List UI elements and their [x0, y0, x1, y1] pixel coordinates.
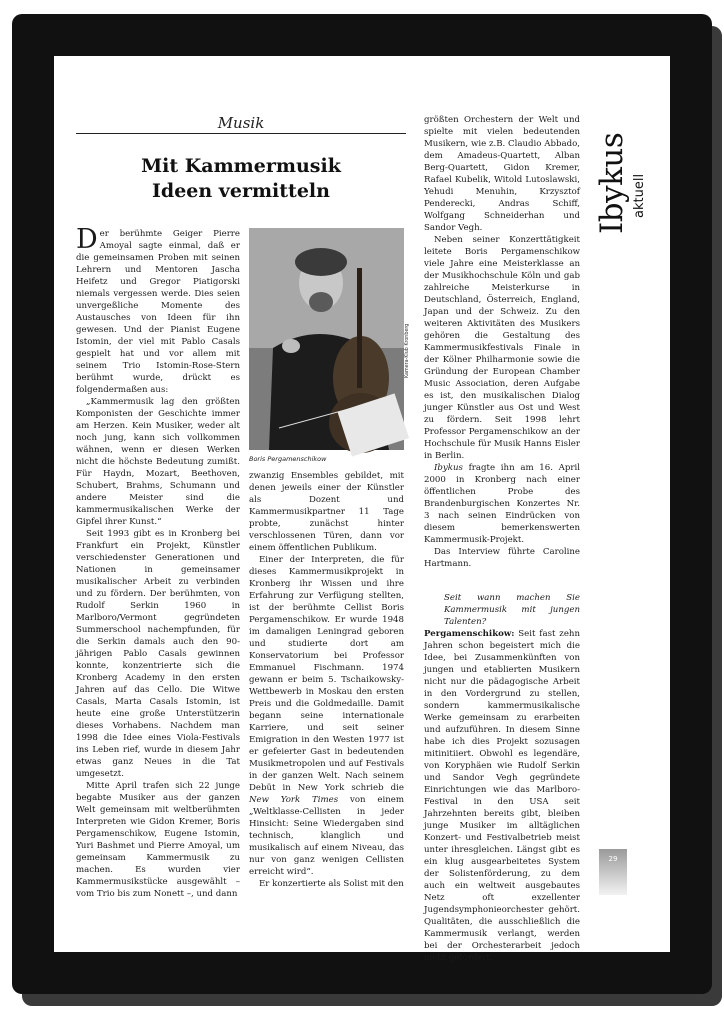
cellist-illustration	[249, 228, 404, 450]
drop-cap: D	[76, 224, 98, 255]
masthead-subtitle: aktuell	[632, 173, 647, 218]
magazine-name: Ibykus	[434, 463, 463, 473]
paragraph-text: Einer der Interpreten, die für dieses Kammermusikprojekt in Kronberg ihr Wissen und ihre Erfahrung zur Verfügung stellten, ist der berühmte Cellist Boris Pergamenschikow. Er wurde 1948 im damaligen Leningrad geboren und studierte dort am Konservatorium bei Professor Emmanuel Fischmann. 1974 gewann er beim 5. Tschaikowsky-Wettbewerb in Moskau den ersten Preis und die Goldmedaille. Damit begann seine internationale Karriere, und seit seiner Emigration in den Westen 1977 ist er gefeierter Gast in bedeutenden Musikmetropolen und auf Festivals in der ganzen Welt. Nach seinem Debüt in New York schrieb die	[249, 555, 404, 793]
masthead	[594, 114, 658, 234]
paragraph: zwanzig Ensembles gebildet, mit denen jeweils einer der Künstler als Dozent und Kammermusikpartner 11 Tage probte, zunächst hinter verschlossenen Türen, dann vor einem öffentlichen Publikum.	[249, 471, 404, 553]
paragraph-text: fragte ihn am 16. April 2000 in Kronberg nach einer öffentlichen Probe des Brandenburgischen Konzertes Nr. 3 nach seinen Eindrücken von diesem bemerkenswerten Kammermusik-Projekt.	[424, 463, 580, 545]
magazine-page	[54, 56, 670, 963]
column-2	[249, 470, 404, 890]
portrait-photo	[249, 228, 404, 450]
paragraph: Seit 1993 gibt es in Kronberg bei Frankfurt ein Projekt, Künstler verschiedenster Generationen und Nationen in gemeinsamer musikalischer Arbeit zu verbinden und zu fördern. Der berühmten, von Rudolf Serkin 1960 in Marlboro/Vermont gegründeten Summerschool nachempfunden, für die Serkin damals auch den 90-jährigen Pablo Casals gewinnen konnte, konzentrierte sich die Kronberg Academy in den ersten Jahren auf das Cello. Die Witwe Casals, Marta Casals Istomin, ist heute eine große Unterstützerin dieses Vorhabens. Nachdem man 1998 die Idee eines Viola-Festivals ins Leben rief, wurde in diesem Jahr etwas ganz Neues in die Tat umgesetzt.	[76, 529, 240, 779]
interview-question: Seit wann machen Sie Kammermusik mit jungen Talenten?	[444, 593, 580, 627]
article-title	[76, 154, 406, 204]
photo-caption: Boris Pergamenschikow	[249, 455, 327, 463]
newspaper-name: New York Times	[249, 795, 339, 805]
spacer	[424, 570, 580, 592]
section-rule	[76, 133, 406, 134]
paragraph-text: er berühmte Geiger Pierre Amoyal sagte einmal, daß er die gemeinsamen Proben mit seinen Lehrern und Mentoren Jascha Heifetz und Gregor Piatigorski niemals vergessen werde. Dies seien unvergeßliche Momente des Austausches von Ideen für ihn gewesen. Und der Pianist Eugene Istomin, der viel mit Pablo Casals gespielt hat und vor allem mit seinem Trio Istomin-Rose-Stern berühmt wurde, drückt es folgendermaßen aus:	[76, 229, 240, 395]
column-1	[76, 224, 240, 900]
paragraph	[249, 554, 404, 878]
speaker-label: Pergamenschikow:	[424, 629, 515, 639]
interview-answer	[424, 628, 580, 964]
paragraph: Mitte April trafen sich 22 junge begabte Musiker aus der ganzen Welt gemeinsam mit weltberühmten Interpreten wie Gidon Kremer, Boris Pergamenschikow, Eugene Istomin, Yuri Bashmet und Pierre Amoyal, um gemeinsam Kammermusik zu machen. Es wurden vier Kammermusikstücke ausgewählt – vom Trio bis zum Nonett –, und dann	[76, 781, 240, 899]
title-line-1: Mit Kammermusik	[141, 155, 341, 177]
paragraph: Das Interview führte Caroline Hartmann.	[424, 547, 580, 569]
paragraph: „Kammermusik lag den größten Komponisten der Geschichte immer am Herzen. Kein Musiker, weder alt noch jung, kann sich vollkommen wähnen, wenn er diesen Werken nicht die höchste Bedeutung zumißt. Für Haydn, Mozart, Beethoven, Schubert, Brahms, Schumann und andere Meister sind die kammermusikalischen Werke der Gipfel ihrer Kunst.“	[76, 397, 240, 527]
masthead-title: Ibykus	[594, 132, 630, 234]
paragraph-text: von einem „Weltklasse-Cellisten in jeder Hinsicht: Seine Wiedergaben sind technisch, klanglich und musikalisch auf einem Niveau, das nur von ganz wenigen Cellisten erreicht wird“.	[249, 795, 405, 877]
photo-credit: Kamera-Klub Kronberg	[405, 323, 410, 378]
page-number: 29	[608, 855, 618, 863]
paragraph: Er konzertierte als Solist mit den	[259, 879, 404, 889]
section-label: Musik	[217, 114, 265, 132]
paragraph: Neben seiner Konzerttätigkeit leitete Boris Pergamenschikow viele Jahre eine Meisterklasse an der Musikhochschule Köln und gab zahlreiche Meisterkurse in Deutschland, Österreich, England, Japan und der Schweiz. Zu den weiteren Aktivitäten des Musikers gehören die Gestaltung des Kammermusikfestivals Finale in der Kölner Philharmonie sowie die Gründung der European Chamber Music Association, deren Aufgabe es ist, den musikalischen Dialog junger Künstler aus Ost und West zu fördern. Seit 1998 lehrt Professor Pergamenschikow an der Hochschule für Musik Hanns Eisler in Berlin.	[424, 235, 580, 461]
paragraph: größten Orchestern der Welt und spielte mit vielen bedeutenden Musikern, wie z.B. Claudio Abbado, dem Amadeus-Quartett, Alban Berg-Quartett, Gidon Kremer, Rafael Kubelik, Witold Lutoslawski, Yehudi Menuhin, Krzysztof Penderecki, Andras Schiff, Wolfgang Schneiderhan und Sandor Vegh.	[424, 115, 580, 233]
paragraph	[424, 462, 580, 546]
answer-text: Seit fast zehn Jahren schon begeistert mich die Idee, bei Zusammenkünften von jungen und etablierten Musikern nicht nur die pädagogische Arbeit in den Vordergrund zu stellen, sondern kammermusikalische Werke gemeinsam zu erarbeiten und aufzuführen. In diesem Sinne habe ich dies Projekt sozusagen mitinitiiert. Obwohl es legendäre, von Koryphäen wie Rudolf Serkin und Sandor Vegh gegründete Einrichtungen wie das Marlboro-Festival in den USA seit Jahrzehnten bereits gibt, bleiben junge Musiker im alltäglichen Konzert- und Festivalbetrieb meist unter ihresgleichen. Längst gibt es ein klug ausgearbeitetes System der Solistenförderung, zu dem auch ein weltweit ausgebautes Netz oft exzellenter Jugendsymphonieorchester gehört. Qualitäten, die ausschließlich die Kammermusik verlangt, werden bei der Orchesterarbeit jedoch nicht gefördert.	[424, 629, 580, 963]
paragraph	[76, 224, 240, 396]
column-3	[424, 114, 580, 964]
title-line-2: Ideen vermitteln	[152, 180, 330, 202]
page-number-tab	[599, 849, 627, 895]
